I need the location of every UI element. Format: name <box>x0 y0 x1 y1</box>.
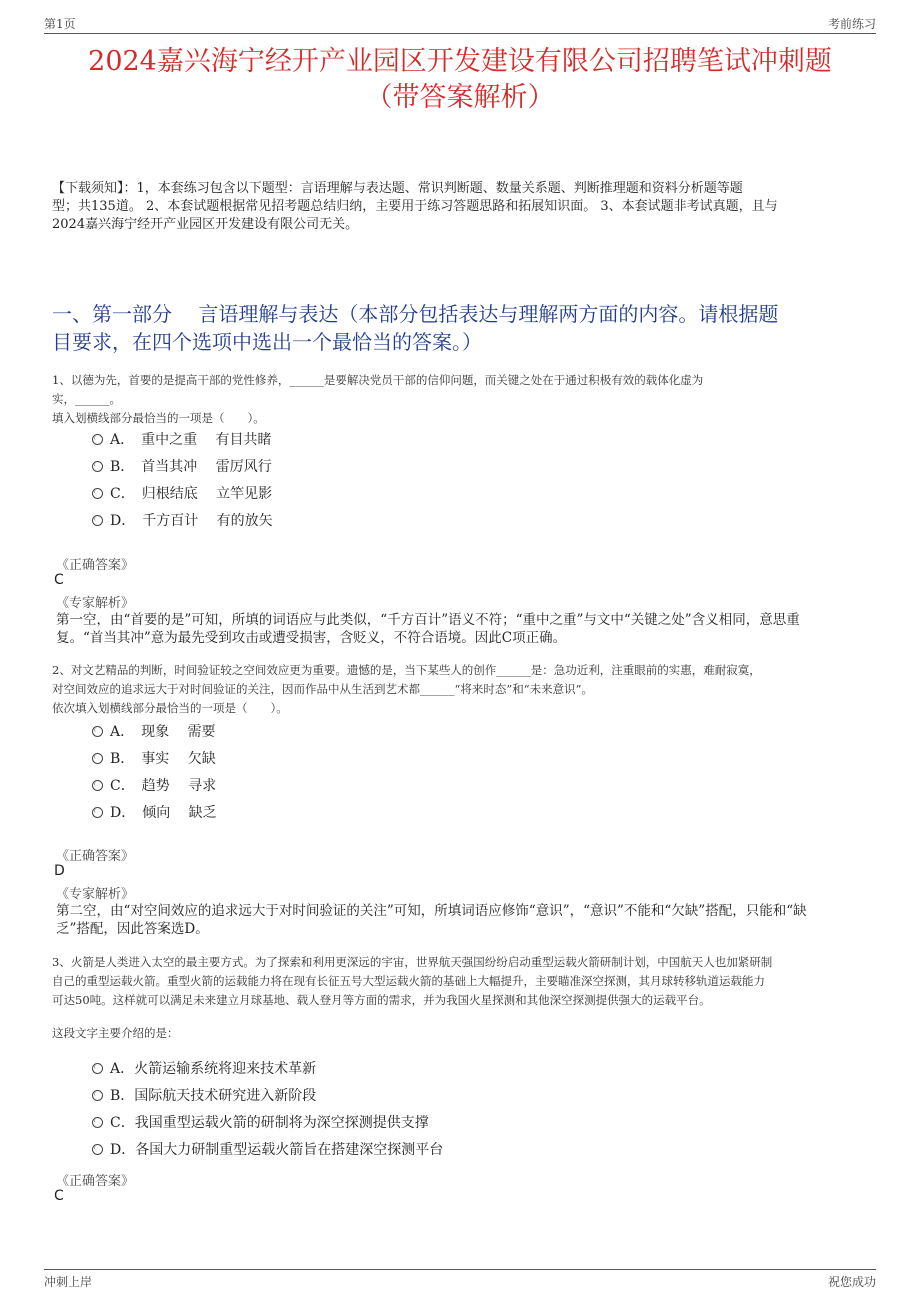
option-label: D． 千方百计 有的放矢 <box>110 513 273 529</box>
section-heading-line: 一、第一部分 言语理解与表达（本部分包括表达与理解两方面的内容。请根据题 <box>52 302 779 326</box>
option-label: A． 现象 需要 <box>110 724 216 740</box>
download-notice <box>52 180 872 234</box>
explanation-label: 《专家解析》 <box>56 596 135 611</box>
question-line: 可达50吨。这样就可以满足未来建立月球基地、载人登月等方面的需求，并为我国火星探测和其他深空探测提供强大的运载平台。 <box>52 993 711 1007</box>
question-2-stem <box>52 661 872 718</box>
question-line: 3、火箭是人类进入太空的最主要方式。为了探索和利用更深远的宇宙，世界航天强国纷纷启动重型运载火箭研制计划，中国航天人也加紧研制 <box>52 955 773 969</box>
footer-divider <box>44 1269 876 1270</box>
question-1-option-d[interactable] <box>92 512 273 530</box>
question-1-answer: C <box>54 572 64 588</box>
notice-line: 【下载须知】：1，本套练习包含以下题型：言语理解与表达题、常识判断题、数量关系题、判断推理题和资料分析题等题 <box>52 181 743 196</box>
question-3-stem <box>52 953 872 1043</box>
question-2-option-b[interactable] <box>92 750 216 768</box>
question-1-option-a[interactable] <box>92 431 272 449</box>
question-line: 填入划横线部分最恰当的一项是（ ）。 <box>52 411 265 425</box>
question-3-answer: C <box>54 1188 64 1204</box>
question-line: 2、对文艺精品的判断，时间验证较之空间效应更为重要。遗憾的是，当下某些人的创作______是：急功近利，注重眼前的实惠，难耐寂寞， <box>52 663 761 677</box>
answer-label: 《正确答案》 <box>56 1174 135 1189</box>
radio-icon[interactable] <box>92 515 103 526</box>
explanation-line: 第二空，由“对空间效应的追求远大于对时间验证的关注”可知，所填词语应修饰“意识”，“意识”不能和“欠缺”搭配，只能和“缺 <box>56 903 807 919</box>
radio-icon[interactable] <box>92 807 103 818</box>
page-number: 第1页 <box>44 17 76 31</box>
question-line: 这段文字主要介绍的是： <box>52 1026 179 1040</box>
question-line: 对空间效应的追求远大于对时间验证的关注，因而作品中从生活到艺术都______“将来时态”和“未来意识”。 <box>52 682 594 696</box>
section-heading <box>52 300 872 356</box>
question-3-option-a[interactable] <box>92 1060 316 1078</box>
radio-icon[interactable] <box>92 726 103 737</box>
question-line: 实，______。 <box>52 392 121 406</box>
explanation-line: 第一空，由“首要的是”可知，所填的词语应与此类似，“千方百计”语义不符；“重中之重”与文中“关键之处”含义相同，意思重 <box>56 612 800 628</box>
explanation-label: 《专家解析》 <box>56 887 135 902</box>
header-right-label: 考前练习 <box>827 17 876 31</box>
option-label: C．我国重型运载火箭的研制将为深空探测提供支撑 <box>110 1115 429 1131</box>
page-subtitle: （带答案解析） <box>365 82 555 113</box>
question-2-option-a[interactable] <box>92 723 216 741</box>
question-2-answer: D <box>54 863 65 879</box>
option-label: A．火箭运输系统将迎来技术革新 <box>110 1061 317 1077</box>
radio-icon[interactable] <box>92 753 103 764</box>
question-1-explanation <box>56 611 862 647</box>
option-label: D．各国大力研制重型运载火箭旨在搭建深空探测平台 <box>110 1142 444 1158</box>
option-label: B． 事实 欠缺 <box>110 751 216 767</box>
footer-left-label: 冲刺上岸 <box>44 1275 93 1289</box>
answer-label: 《正确答案》 <box>56 849 135 864</box>
notice-line: 型；共135道。 2、本套试题根据常见招考题总结归纳，主要用于练习答题思路和拓展知识面。 3、本套试题非考试真题，且与 <box>52 199 778 214</box>
option-label: C． 趋势 寻求 <box>110 778 217 794</box>
radio-icon[interactable] <box>92 461 103 472</box>
question-3-option-c[interactable] <box>92 1114 429 1132</box>
question-line: 依次填入划横线部分最恰当的一项是（ ）。 <box>52 701 288 715</box>
option-label: B． 首当其冲 雷厉风行 <box>110 459 272 475</box>
radio-icon[interactable] <box>92 1090 103 1101</box>
radio-icon[interactable] <box>92 1144 103 1155</box>
option-label: B．国际航天技术研究进入新阶段 <box>110 1088 317 1104</box>
section-heading-line: 目要求，在四个选项中选出一个最恰当的答案。） <box>52 330 482 354</box>
notice-line: 2024嘉兴海宁经开产业园区开发建设有限公司无关。 <box>52 217 359 232</box>
question-2-option-d[interactable] <box>92 804 217 822</box>
question-line: 1、以德为先，首要的是提高干部的党性修养，______是要解决党员干部的信仰问题，而关键之处在于通过积极有效的载体化虚为 <box>52 373 704 387</box>
radio-icon[interactable] <box>92 780 103 791</box>
answer-label: 《正确答案》 <box>56 558 135 573</box>
option-label: D． 倾向 缺乏 <box>110 805 217 821</box>
radio-icon[interactable] <box>92 488 103 499</box>
footer-right-label: 祝您成功 <box>827 1275 876 1289</box>
header-divider <box>44 33 876 34</box>
explanation-line: 乏”搭配，因此答案选D。 <box>56 921 209 937</box>
explanation-line: 复。“首当其冲”意为最先受到攻击或遭受损害，含贬义，不符合语境。因此C项正确。 <box>56 630 567 646</box>
question-2-option-c[interactable] <box>92 777 216 795</box>
radio-icon[interactable] <box>92 1063 103 1074</box>
option-label: C． 归根结底 立竿见影 <box>110 486 273 502</box>
question-2-explanation <box>56 902 862 938</box>
question-line: 自己的重型运载火箭。重型火箭的运载能力将在现有长征五号大型运载火箭的基础上大幅提升，主要瞄准深空探测，其月球转移轨道运载能力 <box>52 974 765 988</box>
question-1-stem <box>52 371 872 428</box>
question-1-option-b[interactable] <box>92 458 272 476</box>
question-3-option-b[interactable] <box>92 1087 316 1105</box>
question-1-option-c[interactable] <box>92 485 272 503</box>
option-label: A． 重中之重 有目共睹 <box>110 432 272 448</box>
radio-icon[interactable] <box>92 434 103 445</box>
page-title: 2024嘉兴海宁经开产业园区开发建设有限公司招聘笔试冲刺题 <box>88 46 832 77</box>
question-3-option-d[interactable] <box>92 1141 443 1159</box>
radio-icon[interactable] <box>92 1117 103 1128</box>
